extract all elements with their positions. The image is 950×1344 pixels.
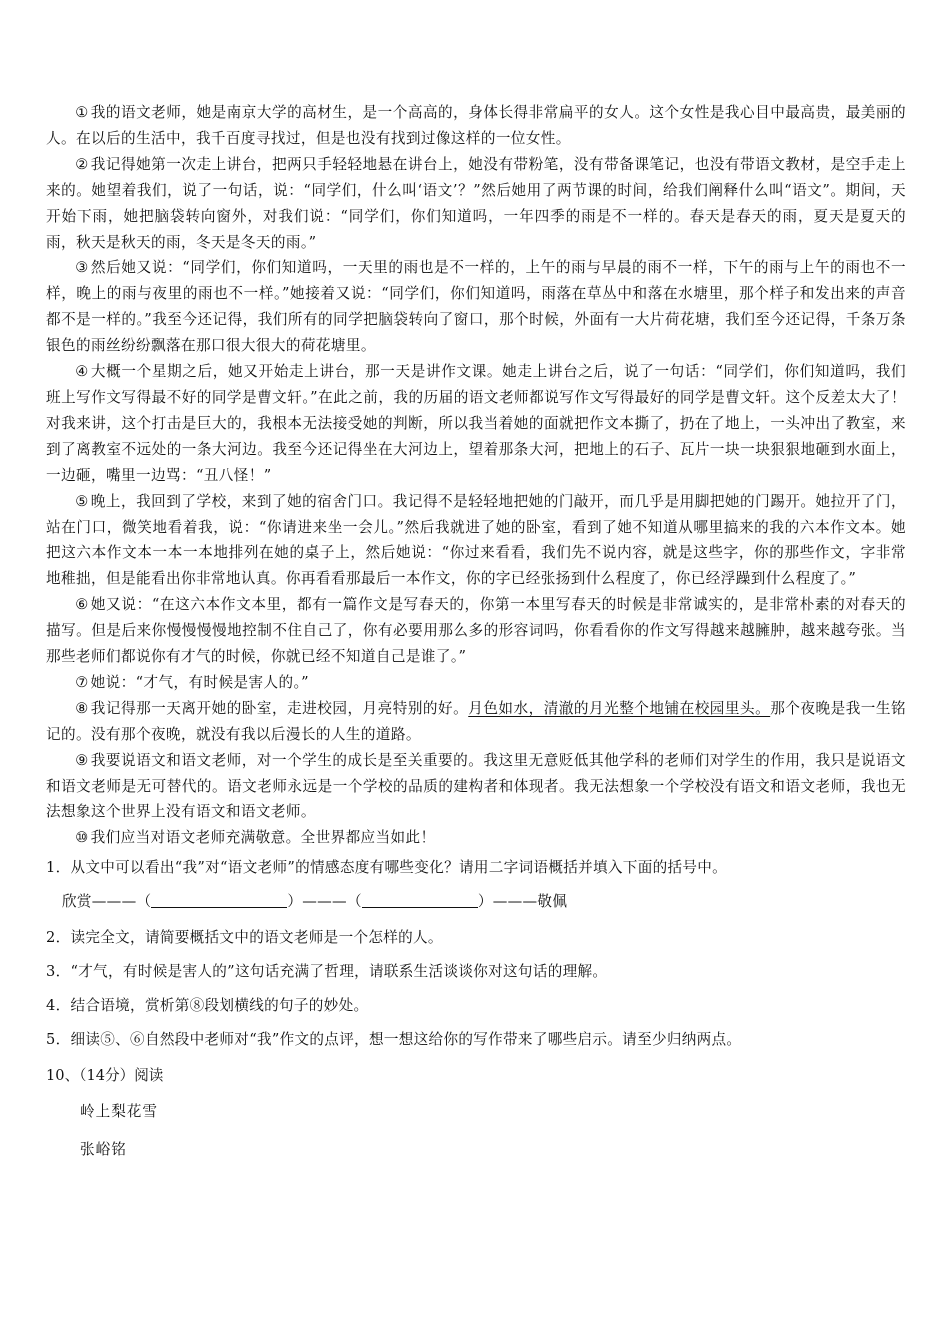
blank-line-end: ）———敬佩	[477, 893, 568, 911]
paragraph	[46, 489, 906, 593]
paragraph	[46, 100, 906, 152]
questions-list	[46, 927, 906, 1051]
paragraph-number: ⑦	[75, 673, 89, 691]
question-4: 4．结合语境，赏析第⑧段划横线的句子的妙处。	[46, 997, 369, 1015]
paragraph-number: ⑤	[75, 492, 89, 510]
paragraph-number: ②	[75, 155, 89, 173]
paragraph-text: 我记得她第一次走上讲台，把两只手轻轻地悬在讲台上，她没有带粉笔，没有带备课笔记，也没有带语文教材，是空手走上来的。她望着我们，说了一句话，说：“同学们，什么叫‘语文’？”然后她用了两节课的时间，给我们阐释什么叫“语文”。期间，天开始下雨，她把脑袋转向窗外，对我们说：“同学们，你们知道吗，一年四季的雨是不一样的。春天是春天的雨，夏天是夏天的雨，秋天是秋天的雨，冬天是冬天的雨。”	[46, 155, 906, 251]
paragraph	[46, 359, 906, 489]
paragraph-text: 那个夜晚是我一生铭记的。没有那个夜晚，就没有我以后漫长的人生的道路。	[46, 699, 906, 743]
paragraph	[46, 696, 906, 748]
blank-line-mid: ）———（	[287, 893, 362, 911]
answer-blank-2[interactable]	[362, 891, 478, 908]
paragraph-text: 她说：“才气，有时候是害人的。”	[90, 673, 310, 691]
section-10-heading: 10、（14分）阅读	[46, 1067, 164, 1085]
article-body	[46, 100, 906, 851]
article-title: 岭上梨花雪	[80, 1103, 158, 1121]
question-1: 1．从文中可以看出“我”对“语文老师”的情感态度有哪些变化？请用二字词语概括并填入下面的括号中。	[46, 859, 728, 877]
paragraph	[46, 670, 906, 696]
paragraph-text: 我记得那一天离开她的卧室，走进校园，月亮特别的好。	[90, 699, 469, 717]
paragraph-number: ④	[75, 363, 89, 381]
paragraph	[46, 825, 906, 851]
paragraph-text: 她又说：“在这六本作文本里，都有一篇作文是写春天的，你第一本里写春天的时候是非常诚实的，是非常朴素的对春天的描写。但是后来你慢慢慢慢地控制不住自己了，你有必要用那么多的形容词吗，你看看你的作文写得越来越臃肿，越来越夸张。当那些老师们都说你有才气的时候，你就已经不知道自己是谁了。”	[46, 596, 907, 666]
question-3: 3．“才气，有时候是害人的”这句话充满了哲理，请联系生活谈谈你对这句话的理解。	[46, 963, 608, 981]
paragraph-number: ⑥	[75, 596, 89, 614]
paragraph-number: ⑨	[75, 751, 89, 769]
document-page	[46, 100, 906, 1161]
paragraph-text: 我的语文老师，她是南京大学的高材生，是一个高高的，身体长得非常扁平的女人。这个女性是我心目中最高贵，最美丽的人。在以后的生活中，我千百度寻找过，但是也没有找到过像这样的一位女性。	[46, 104, 906, 147]
question-5: 5．细读⑤、⑥自然段中老师对“我”作文的点评，想一想这给你的写作带来了哪些启示。请至少归纳两点。	[46, 1031, 742, 1049]
answer-blank-1[interactable]	[151, 891, 287, 908]
paragraph	[46, 152, 906, 256]
paragraph	[46, 255, 906, 359]
paragraph-number: ⑩	[75, 829, 89, 847]
paragraph-number: ⑧	[75, 699, 89, 717]
question-2: 2．读完全文，请简要概括文中的语文老师是一个怎样的人。	[46, 929, 443, 947]
underlined-sentence: 月色如水，清澈的月光整个地铺在校园里头。	[468, 699, 771, 717]
paragraph-text: 我要说语文和语文老师，对一个学生的成长是至关重要的。我这里无意贬低其他学科的老师们对学生的作用，我只是说语文和语文老师是无可替代的。语文老师永远是一个学校的品质的建构者和体现者。我无法想象一个学校没有语文和语文老师，我也无法想象这个世界上没有语文和语文老师。	[46, 751, 906, 821]
paragraph-text: 然后她又说：“同学们，你们知道吗，一天里的雨也是不一样的，上午的雨与早晨的雨不一样，下午的雨与上午的雨也不一样，晚上的雨与夜里的雨也不一样。”她接着又说：“同学们，你们知道吗，雨落在草丛中和落在水塘里，那个样子和发出来的声音都不是一样的。”我至今还记得，我们所有的同学把脑袋转向了窗口，那个时候，外面有一大片荷花塘，我们至今还记得，千条万条银色的雨丝纷纷飘落在那口很大很大的荷花塘里。	[46, 259, 907, 355]
paragraph-text: 大概一个星期之后，她又开始走上讲台，那一天是讲作文课。她走上讲台之后，说了一句话：“同学们，你们知道吗，我们班上写作文写得最不好的同学是曹文轩。”在此之前，我的历届的语文老师都说写作文写得最好的同学是曹文轩。这个反差太大了！对我来讲，这个打击是巨大的，我根本无法接受她的判断，所以我当着她的面就把作文本撕了，扔在了地上，一头冲出了教室，来到了离教室不远处的一条大河边。我至今还记得坐在大河边上，望着那条大河，把地上的石子、瓦片一块一块狠狠地砸到水面上，一边砸，嘴里一边骂：“丑八怪！”	[46, 363, 907, 484]
fill-blank-line	[62, 889, 906, 915]
paragraph	[46, 592, 906, 670]
paragraph-text: 我们应当对语文老师充满敬意。全世界都应当如此！	[90, 829, 436, 847]
paragraph-number: ①	[75, 104, 89, 121]
paragraph	[46, 748, 906, 826]
article-author: 张峪铭	[80, 1141, 127, 1159]
blank-line-start: 欣赏———（	[62, 893, 152, 911]
paragraph-number: ③	[75, 259, 89, 277]
paragraph-text: 晚上，我回到了学校，来到了她的宿舍门口。我记得不是轻轻地把她的门敲开，而几乎是用脚把她的门踢开。她拉开了门，站在门口，微笑地看着我，说：“你请进来坐一会儿。”然后我就进了她的卧室，看到了她不知道从哪里搞来的我的六本作文本。她把这六本作文本一本一本地排列在她的桌子上，然后她说：“你过来看看，我们先不说内容，就是这些字，你的那些作文，字非常地稚拙，但是能看出你非常地认真。你再看看那最后一本作文，你的字已经张扬到什么程度了，你已经浮躁到什么程度了。”	[46, 492, 906, 588]
